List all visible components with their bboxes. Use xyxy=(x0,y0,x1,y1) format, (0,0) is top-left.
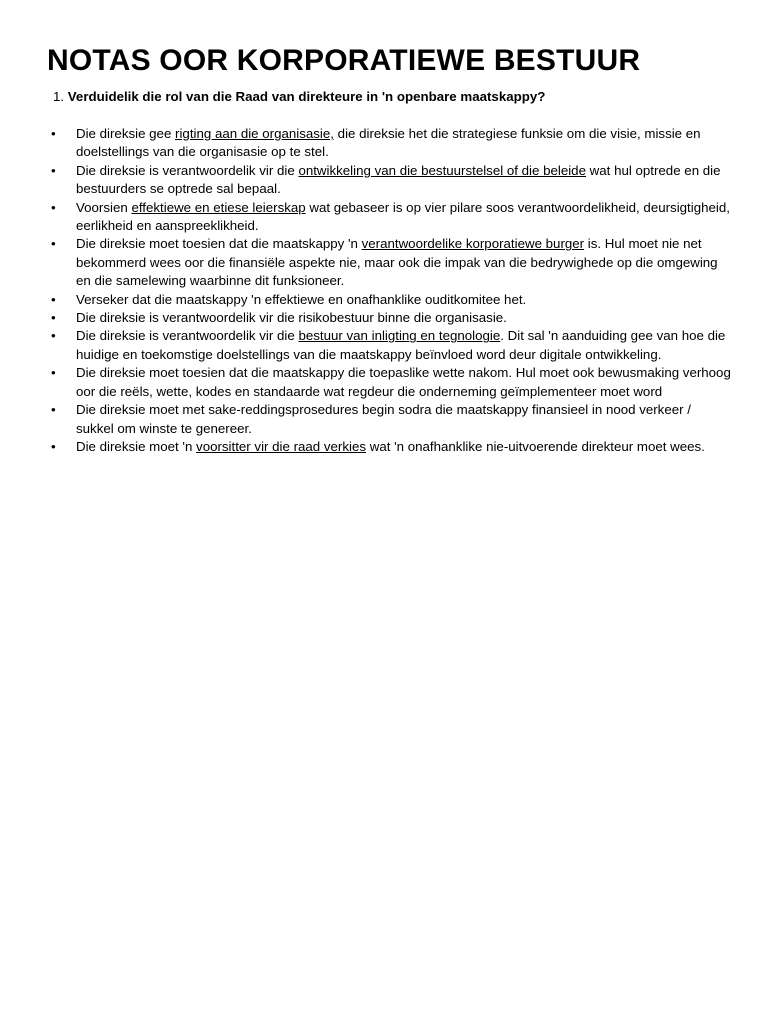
underlined-phrase: voorsitter vir die raad verkies xyxy=(196,438,367,454)
bullet-marker: • xyxy=(51,328,56,344)
underlined-phrase: ontwikkeling van die bestuurstelsel of die beleide xyxy=(298,162,586,178)
bullet-marker: • xyxy=(51,402,56,418)
underlined-phrase: verantwoordelike korporatiewe burger xyxy=(361,236,585,252)
bullet-text-continued: . Dit sal 'n aanduiding gee van hoe die huidige en toekomstige doelstellings van die maatskappy beïnvloed word deur digitale ontwikkeling. xyxy=(76,328,726,362)
document-title: NOTAS OOR KORPORATIEWE BESTUUR xyxy=(47,44,641,77)
bullet-item xyxy=(0,291,768,309)
bullet-text-continued: wat 'n onafhanklike nie-uitvoerende direkteur moet wees. xyxy=(366,438,705,454)
bullet-text: Die direksie is verantwoordelik vir die risikobestuur binne die organisasie. xyxy=(76,310,507,326)
bullet-item xyxy=(0,327,768,364)
question-heading xyxy=(53,88,545,106)
bullet-text: Die direksie moet 'n xyxy=(76,438,197,454)
bullet-item xyxy=(0,125,768,162)
bullet-text: Voorsien xyxy=(76,199,132,215)
bullet-text-continued: wat hul optrede en die bestuurders se optrede sal bepaal. xyxy=(76,162,721,197)
bullet-item xyxy=(0,438,768,456)
bullet-text: Die direksie gee xyxy=(76,126,176,141)
bullet-text: Verseker dat die maatskappy 'n effektiewe en onafhanklike ouditkomitee het. xyxy=(76,291,527,307)
bullet-marker: • xyxy=(51,291,56,307)
bullet-text-continued: wat gebaseer is op vier pilare soos verantwoordelikheid, deursigtigheid, eerlikheid en aanspreeklikheid. xyxy=(76,199,730,234)
bullet-item xyxy=(0,309,768,327)
bullet-item xyxy=(0,162,768,199)
bullet-item xyxy=(0,235,768,290)
underlined-phrase: effektiewe en etiese leierskap xyxy=(131,199,306,215)
bullet-marker: • xyxy=(51,310,56,326)
bullet-marker: • xyxy=(51,162,56,178)
bullet-item xyxy=(0,401,768,438)
bullet-marker: • xyxy=(51,365,56,381)
question-text: Verduidelik die rol van die Raad van direkteure in 'n openbare maatskappy? xyxy=(67,89,546,104)
bullet-text: Die direksie moet met sake-reddingsprosedures begin sodra die maatskappy finansieel in nood verkeer / sukkel om winste te genereer. xyxy=(76,402,691,436)
bullet-text-continued: is. Hul moet nie net bekommerd wees oor die finansiële aspekte nie, maar ook die impak van die bedrywighede op die omgewing en die samelewing waarbinne dit funksioneer. xyxy=(76,236,718,289)
bullet-text: Die direksie moet toesien dat die maatskappy die toepaslike wette nakom. Hul moet ook bewusmaking verhoog oor die reëls, wette, kodes en standaarde wat regdeur die onderneming geïmplementeer moet word xyxy=(76,365,731,399)
bullet-text: Die direksie is verantwoordelik vir die xyxy=(76,328,299,344)
bullet-marker: • xyxy=(51,199,56,215)
bullet-marker: • xyxy=(51,438,56,454)
bullet-text-continued: die direksie het die strategiese funksie om die visie, missie en doelstellings van die organisasie op te stel. xyxy=(76,126,701,160)
bullet-text: Die direksie is verantwoordelik vir die xyxy=(76,162,299,178)
bullet-marker: • xyxy=(51,236,56,252)
bullet-marker: • xyxy=(51,126,56,141)
bullet-item xyxy=(0,364,768,401)
underlined-phrase: rigting aan die organisasie, xyxy=(175,126,334,141)
bullet-text: Die direksie moet toesien dat die maatskappy 'n xyxy=(76,236,362,252)
bullet-item xyxy=(0,199,768,236)
underlined-phrase: bestuur van inligting en tegnologie xyxy=(298,328,501,344)
question-number: 1. xyxy=(53,89,65,104)
bullet-list xyxy=(0,125,768,456)
